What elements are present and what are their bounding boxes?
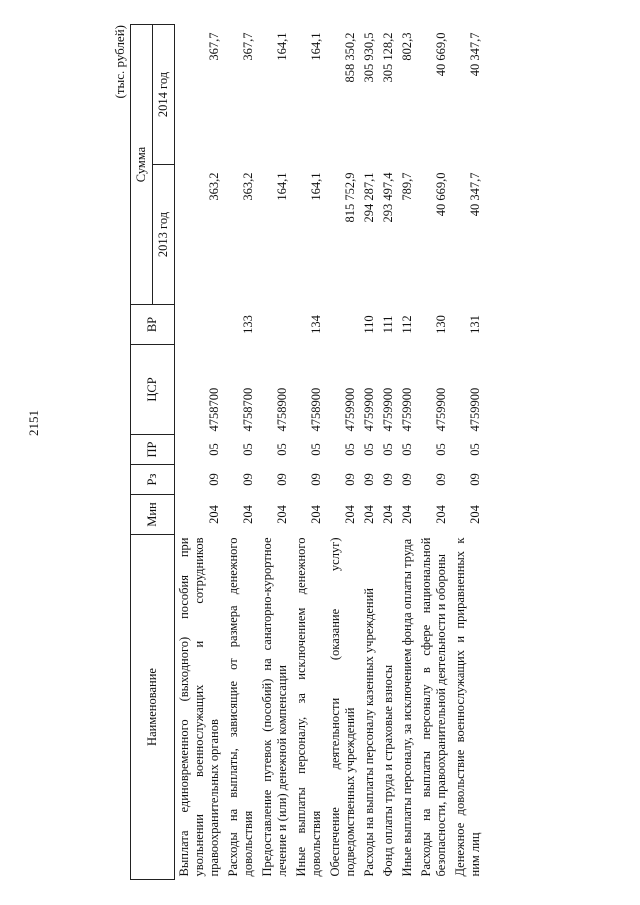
cell-rz: 09 bbox=[434, 473, 448, 486]
page-number: 2151 bbox=[26, 410, 41, 436]
cell-min: 204 bbox=[362, 505, 376, 524]
cell-y2014: 367,7 bbox=[207, 32, 221, 61]
cell-vr: 112 bbox=[400, 315, 414, 334]
table-row bbox=[224, 25, 258, 880]
cell-csr: 4759900 bbox=[400, 387, 414, 432]
cell-min: 204 bbox=[381, 505, 395, 524]
table-row bbox=[379, 25, 398, 880]
cell-y2014: 802,3 bbox=[400, 32, 414, 61]
cell-y2013: 164,1 bbox=[309, 172, 323, 201]
table-row bbox=[360, 25, 379, 880]
cell-csr: 4759900 bbox=[381, 387, 395, 432]
header-sum: Сумма bbox=[131, 25, 153, 305]
cell-vr bbox=[175, 305, 225, 345]
cell-name: Предоставление путевок (пособий) на санаторно-курортное лечение и (или) денежной компенсации bbox=[260, 537, 289, 877]
cell-name: Расходы на выплаты персоналу казенных учреждений bbox=[362, 588, 376, 877]
cell-y2013: 40 347,7 bbox=[468, 172, 482, 217]
cell-pr: 05 bbox=[241, 443, 255, 456]
header-vr: ВР bbox=[131, 305, 175, 345]
cell-rz: 09 bbox=[468, 473, 482, 486]
cell-pr: 05 bbox=[468, 443, 482, 456]
cell-csr: 4759900 bbox=[468, 387, 482, 432]
cell-y2013: 363,2 bbox=[241, 172, 255, 201]
cell-y2013: 293 497,4 bbox=[381, 172, 395, 223]
cell-csr: 4759900 bbox=[362, 387, 376, 432]
cell-rz: 09 bbox=[275, 473, 289, 486]
cell-rz: 09 bbox=[309, 473, 323, 486]
cell-y2014: 367,7 bbox=[241, 32, 255, 61]
cell-y2013: 789,7 bbox=[400, 172, 414, 201]
cell-min: 204 bbox=[241, 505, 255, 524]
cell-y2014: 40 669,0 bbox=[434, 32, 448, 77]
cell-name: Фонд оплаты труда и страховые взносы bbox=[381, 664, 395, 877]
header-csr: ЦСР bbox=[131, 345, 175, 435]
cell-pr: 05 bbox=[207, 443, 221, 456]
table-row bbox=[326, 25, 360, 880]
cell-y2013: 363,2 bbox=[207, 172, 221, 201]
cell-pr: 05 bbox=[400, 443, 414, 456]
cell-rz: 09 bbox=[400, 473, 414, 486]
cell-y2013: 164,1 bbox=[275, 172, 289, 201]
header-rz: Рз bbox=[131, 465, 175, 495]
table-row bbox=[258, 25, 292, 880]
cell-min: 204 bbox=[275, 505, 289, 524]
header-2014: 2014 год bbox=[153, 25, 175, 165]
budget-table bbox=[130, 24, 485, 880]
cell-name: Расходы на выплаты персоналу в сфере национальной безопасности, правоохранительной деятельности и обороны bbox=[419, 537, 448, 877]
cell-pr: 05 bbox=[275, 443, 289, 456]
cell-y2014: 164,1 bbox=[275, 32, 289, 61]
table-row bbox=[292, 25, 326, 880]
cell-name: Расходы на выплаты, зависящие от размера денежного довольствия bbox=[226, 537, 255, 877]
cell-name: Иные выплаты персоналу, за исключением фонда оплаты труда bbox=[400, 538, 414, 877]
cell-vr bbox=[326, 305, 360, 345]
rotated-page bbox=[112, 25, 632, 880]
cell-rz: 09 bbox=[343, 473, 357, 486]
cell-vr: 131 bbox=[468, 315, 482, 334]
cell-min: 204 bbox=[207, 505, 221, 524]
header-pr: ПР bbox=[131, 435, 175, 465]
table-row bbox=[175, 25, 225, 880]
cell-y2013: 294 287,1 bbox=[362, 172, 376, 223]
cell-pr: 05 bbox=[381, 443, 395, 456]
cell-name: Выплата единовременного (выходного) пособия при увольнении военнослужащих и сотрудников правоохранительных органов bbox=[177, 537, 221, 877]
cell-vr: 110 bbox=[362, 315, 376, 334]
cell-rz: 09 bbox=[362, 473, 376, 486]
cell-min: 204 bbox=[434, 505, 448, 524]
cell-y2014: 858 350,2 bbox=[343, 32, 357, 83]
header-min: Мин bbox=[131, 495, 175, 535]
table-row bbox=[398, 25, 417, 880]
cell-csr: 4758700 bbox=[241, 387, 255, 432]
cell-y2014: 40 347,7 bbox=[468, 32, 482, 77]
header-row-1 bbox=[131, 25, 153, 880]
cell-vr bbox=[258, 305, 292, 345]
table-row bbox=[451, 25, 485, 880]
cell-name: Денежное довольствие военнослужащих и приравненных к ним лиц bbox=[453, 537, 482, 877]
cell-vr: 134 bbox=[309, 315, 323, 334]
header-name: Наименование bbox=[131, 535, 175, 880]
cell-rz: 09 bbox=[241, 473, 255, 486]
cell-rz: 09 bbox=[381, 473, 395, 486]
cell-min: 204 bbox=[400, 505, 414, 524]
cell-csr: 4759900 bbox=[434, 387, 448, 432]
cell-y2014: 164,1 bbox=[309, 32, 323, 61]
cell-min: 204 bbox=[309, 505, 323, 524]
cell-vr: 130 bbox=[434, 315, 448, 334]
unit-note: (тыс. рублей) bbox=[112, 25, 127, 99]
table-row bbox=[417, 25, 451, 880]
cell-pr: 05 bbox=[434, 443, 448, 456]
cell-y2013: 815 752,9 bbox=[343, 172, 357, 223]
cell-rz: 09 bbox=[207, 473, 221, 486]
cell-vr: 111 bbox=[381, 315, 395, 334]
cell-name: Иные выплаты персоналу, за исключением денежного довольствия bbox=[294, 537, 323, 877]
cell-pr: 05 bbox=[343, 443, 357, 456]
cell-y2013: 40 669,0 bbox=[434, 172, 448, 217]
cell-vr: 133 bbox=[241, 315, 255, 334]
cell-min: 204 bbox=[468, 505, 482, 524]
cell-csr: 4758700 bbox=[207, 387, 221, 432]
cell-csr: 4759900 bbox=[343, 387, 357, 432]
cell-pr: 05 bbox=[309, 443, 323, 456]
cell-csr: 4758900 bbox=[275, 387, 289, 432]
cell-pr: 05 bbox=[362, 443, 376, 456]
cell-csr: 4758900 bbox=[309, 387, 323, 432]
table-body bbox=[175, 25, 486, 880]
header-2013: 2013 год bbox=[153, 165, 175, 305]
cell-name: Обеспечение деятельности (оказание услуг) подведомственных учреждений bbox=[328, 537, 357, 877]
cell-min: 204 bbox=[343, 505, 357, 524]
cell-y2014: 305 930,5 bbox=[362, 32, 376, 83]
cell-y2014: 305 128,2 bbox=[381, 32, 395, 83]
